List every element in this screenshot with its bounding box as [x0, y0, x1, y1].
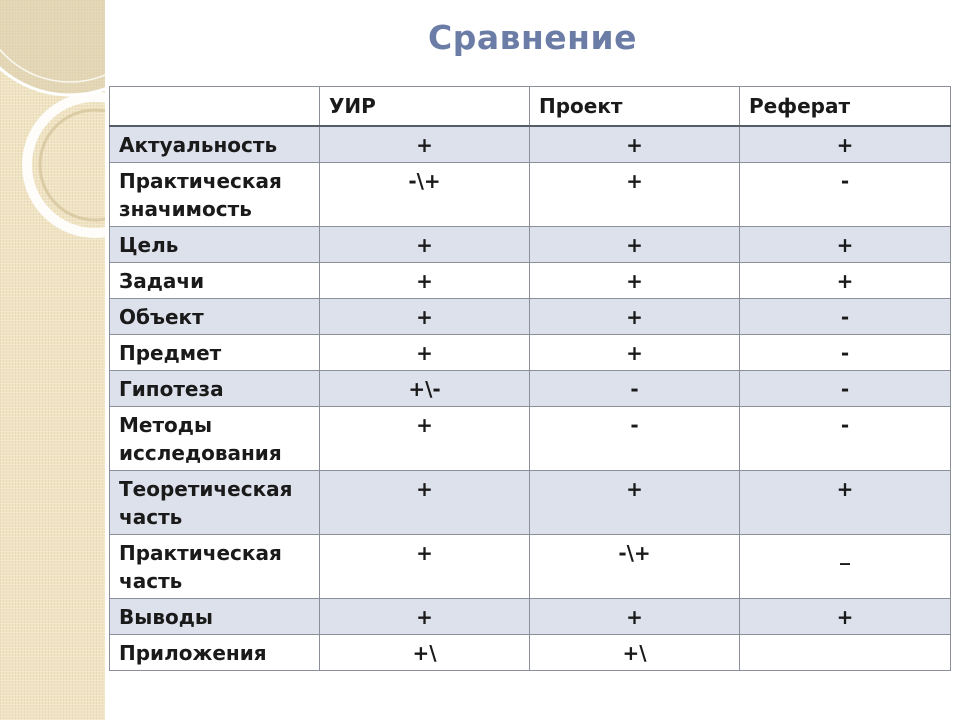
cell-referat: - — [740, 407, 951, 471]
cell-project: + — [530, 471, 740, 535]
cell-uir: + — [320, 227, 530, 263]
row-label: Задачи — [110, 263, 320, 299]
cell-referat: - — [740, 163, 951, 227]
table-row — [110, 535, 951, 599]
decorative-side-strip — [0, 0, 105, 720]
page-title: Сравнение — [428, 18, 637, 57]
cell-uir: + — [320, 335, 530, 371]
table-row — [110, 163, 951, 227]
row-label: Практическая часть — [110, 535, 320, 599]
cell-project: + — [530, 299, 740, 335]
row-label: Выводы — [110, 599, 320, 635]
row-label: Объект — [110, 299, 320, 335]
table-row — [110, 635, 951, 671]
cell-uir: + — [320, 471, 530, 535]
cell-uir: + — [320, 299, 530, 335]
cell-uir: -\+ — [320, 163, 530, 227]
table-row — [110, 299, 951, 335]
header-cell-referat: Реферат — [740, 87, 951, 127]
table-row — [110, 126, 951, 163]
table-row — [110, 471, 951, 535]
cell-referat: + — [740, 227, 951, 263]
cell-project: - — [530, 371, 740, 407]
decorative-circles — [0, 0, 105, 720]
cell-referat: + — [740, 471, 951, 535]
header-cell-uir: УИР — [320, 87, 530, 127]
cell-referat: + — [740, 263, 951, 299]
comparison-table — [109, 86, 951, 671]
table-row — [110, 263, 951, 299]
cell-project: + — [530, 335, 740, 371]
cell-project: + — [530, 126, 740, 163]
cell-uir: + — [320, 263, 530, 299]
cell-project: + — [530, 163, 740, 227]
table-row — [110, 227, 951, 263]
cell-project: + — [530, 227, 740, 263]
row-label: Актуальность — [110, 126, 320, 163]
cell-referat: _ — [740, 535, 951, 599]
header-cell-project: Проект — [530, 87, 740, 127]
row-label: Теоретическая часть — [110, 471, 320, 535]
cell-project: - — [530, 407, 740, 471]
row-label: Гипотеза — [110, 371, 320, 407]
table-row — [110, 599, 951, 635]
cell-referat — [740, 635, 951, 671]
cell-project: + — [530, 599, 740, 635]
cell-referat: - — [740, 299, 951, 335]
row-label: Методы исследования — [110, 407, 320, 471]
cell-uir: +\- — [320, 371, 530, 407]
table-row — [110, 335, 951, 371]
cell-referat: + — [740, 126, 951, 163]
cell-project: -\+ — [530, 535, 740, 599]
cell-project: + — [530, 263, 740, 299]
table-row — [110, 407, 951, 471]
header-cell-empty — [110, 87, 320, 127]
cell-uir: +\ — [320, 635, 530, 671]
row-label: Цель — [110, 227, 320, 263]
row-label: Практическая значимость — [110, 163, 320, 227]
cell-referat: - — [740, 371, 951, 407]
cell-uir: + — [320, 599, 530, 635]
row-label: Предмет — [110, 335, 320, 371]
cell-uir: + — [320, 126, 530, 163]
table-row — [110, 371, 951, 407]
cell-uir: + — [320, 535, 530, 599]
comparison-table-container — [109, 86, 950, 671]
cell-referat: + — [740, 599, 951, 635]
cell-referat: - — [740, 335, 951, 371]
cell-project: +\ — [530, 635, 740, 671]
table-header-row — [110, 87, 951, 127]
row-label: Приложения — [110, 635, 320, 671]
cell-uir: + — [320, 407, 530, 471]
